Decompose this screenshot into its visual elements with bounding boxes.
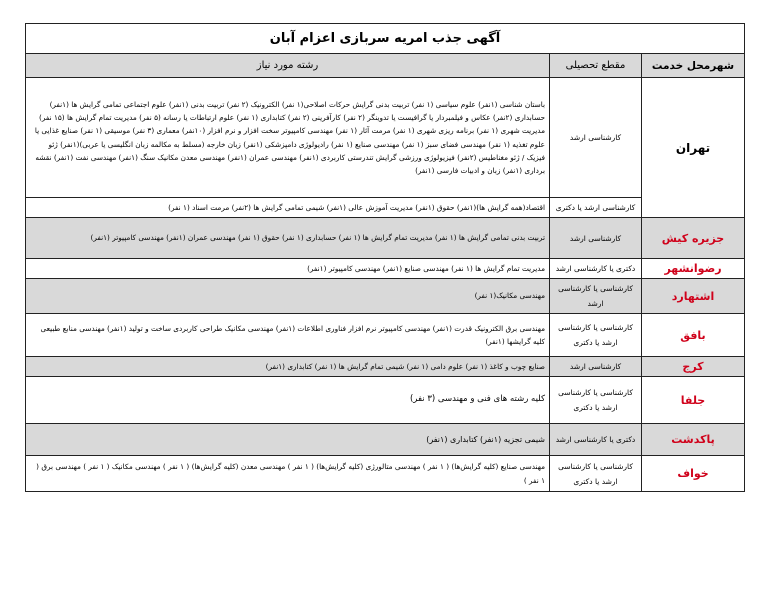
fields-cell: صنایع چوب و کاغذ (۱ نفر) علوم دامی (۱ نفر) شیمی تمام گرایش ها (۱ نفر) کتابداری (۱نفر) — [26, 357, 550, 377]
fields-cell: مهندسی برق الکترونیک قدرت (۱نفر) مهندسی کامپیوتر نرم افزار فناوری اطلاعات (۱نفر) مهندسی مکانیک طراحی کاربردی ساخت و تولید (۱نفر) مهندسی منابع طبیعی کلیه گرایشها (۱نفر) — [26, 314, 550, 357]
fields-cell: تربیت بدنی تمامی گرایش ها (۱ نفر) مدیریت تمام گرایش ها (۱ نفر) حسابداری (۱ نفر) حقوق (۱ نفر) مهندسی عمران (۱نفر) مهندسی کامپیوتر (۱نفر) — [26, 218, 550, 259]
degree-cell: کارشناسی یا کارشناسی ارشد یا دکتری — [550, 377, 642, 424]
table-row — [26, 377, 745, 424]
notice-title: آگهی جذب امریه سربازی اعزام آبان — [26, 24, 745, 54]
degree-cell: کارشناسی ارشد — [550, 357, 642, 377]
degree-cell: کارشناسی یا کارشناسی ارشد یا دکتری — [550, 456, 642, 492]
fields-cell: مدیریت تمام گرایش ها (۱ نفر) مهندسی صنایع (۱نفر) مهندسی کامپیوتر (۱نفر) — [26, 259, 550, 279]
table-row — [26, 314, 745, 357]
degree-cell: کارشناسی یا کارشناسی ارشد یا دکتری — [550, 314, 642, 357]
table-row — [26, 218, 745, 259]
degree-cell: دکتری یا کارشناسی ارشد — [550, 259, 642, 279]
degree-cell: کارشناسی ارشد یا دکتری — [550, 198, 642, 218]
city-cell: تهران — [642, 78, 745, 218]
fields-cell: اقتصاد(همه گرایش ها)(۱نفر) حقوق (۱نفر) مدیریت آموزش عالی (۱نفر) شیمی تمامی گرایش ها (۲نفر) مرمت اسناد (۱ نفر) — [26, 198, 550, 218]
header-fields: رشته مورد نیاز — [26, 54, 550, 78]
table-row — [26, 259, 745, 279]
city-cell: خواف — [642, 456, 745, 492]
city-cell: جلفا — [642, 377, 745, 424]
degree-cell: کارشناسی ارشد — [550, 78, 642, 198]
table-row — [26, 357, 745, 377]
city-cell: جزیره کیش — [642, 218, 745, 259]
notice-table — [25, 23, 745, 492]
degree-cell: کارشناسی ارشد — [550, 218, 642, 259]
table-row — [26, 78, 745, 198]
city-cell: بافق — [642, 314, 745, 357]
fields-cell: مهندسی مکانیک(۱ نفر) — [26, 279, 550, 314]
header-city: شهرمحل خدمت — [642, 54, 745, 78]
header-degree: مقطع تحصیلی — [550, 54, 642, 78]
city-cell: کرج — [642, 357, 745, 377]
fields-cell: مهندسی صنایع (کلیه گرایش‌ها) ( ۱ نفر ) مهندسی متالورژی (کلیه گرایش‌ها) ( ۱ نفر ) مهندسی معدن (کلیه گرایش‌ها) ( ۱ نفر ) مهندسی مکانیک ( ۱ نفر ) مهندسی برق ( ۱ نفر ) — [26, 456, 550, 492]
degree-cell: دکتری یا کارشناسی ارشد — [550, 424, 642, 456]
table-row — [26, 279, 745, 314]
degree-cell: کارشناسی یا کارشناسی ارشد — [550, 279, 642, 314]
fields-cell: کلیه رشته های فنی و مهندسی (۳ نفر) — [26, 377, 550, 424]
fields-cell: باستان شناسی (۱نفر) علوم سیاسی (۱ نفر) تربیت بدنی گرایش حرکات اصلاحی(۱ نفر) الکترونیک (۲ نفر) تربیت بدنی (۱نفر) علوم اجتماعی تمامی گرایش ها (۱نفر) حسابداری (۲نفر) عکاس و فیلمبردار یا گرافیست یا تدوینگر (۲ نفر) کارآفرینی (۲ نفر) کتابداری (۱ نفر) علوم ارتباطات یا رسانه (۵ نفر) مدیریت تمام گرایش ها (۱۵ نفر) مدیریت شهری (۱ نفر) برنامه ریزی شهری (۱ نفر) مرمت آثار (۱ نفر) مهندسی کامپیوتر سخت افزار و نرم افزار (۱۰نفر) معماری (۳ نفر) موسیقی (۱ نفر) صنایع غذایی یا علوم تغذیه (۱ نفر) مهندسی فضای سبز (۱ نفر) مهندسی صنایع (۱ نفر) رادیولوژی دامپزشکی (۱نفر) زبان خارجه (مسلط به مکالمه زبان انگلیسی یا عربی)(۱نفر) ژئو فیزیک / ژئو مغناطیس (۲نفر) فیزیولوژی ورزشی گرایش تندرستی کاربردی (۱نفر) مهندسی عمران (۱نفر) مهندسی معدن مکانیک سنگ (۱نفر) مهندسی نفت (۱نفر) نقشه برداری (۱نفر) زبان و ادبیات فارسی (۱نفر) — [26, 78, 550, 198]
table-row — [26, 456, 745, 492]
fields-cell: شیمی تجزیه (۱نفر) کتابداری (۱نفر) — [26, 424, 550, 456]
city-cell: پاکدشت — [642, 424, 745, 456]
city-cell: اشتهارد — [642, 279, 745, 314]
city-cell: رضوانشهر — [642, 259, 745, 279]
table-row — [26, 424, 745, 456]
header-row — [26, 54, 745, 78]
table-row — [26, 198, 745, 218]
